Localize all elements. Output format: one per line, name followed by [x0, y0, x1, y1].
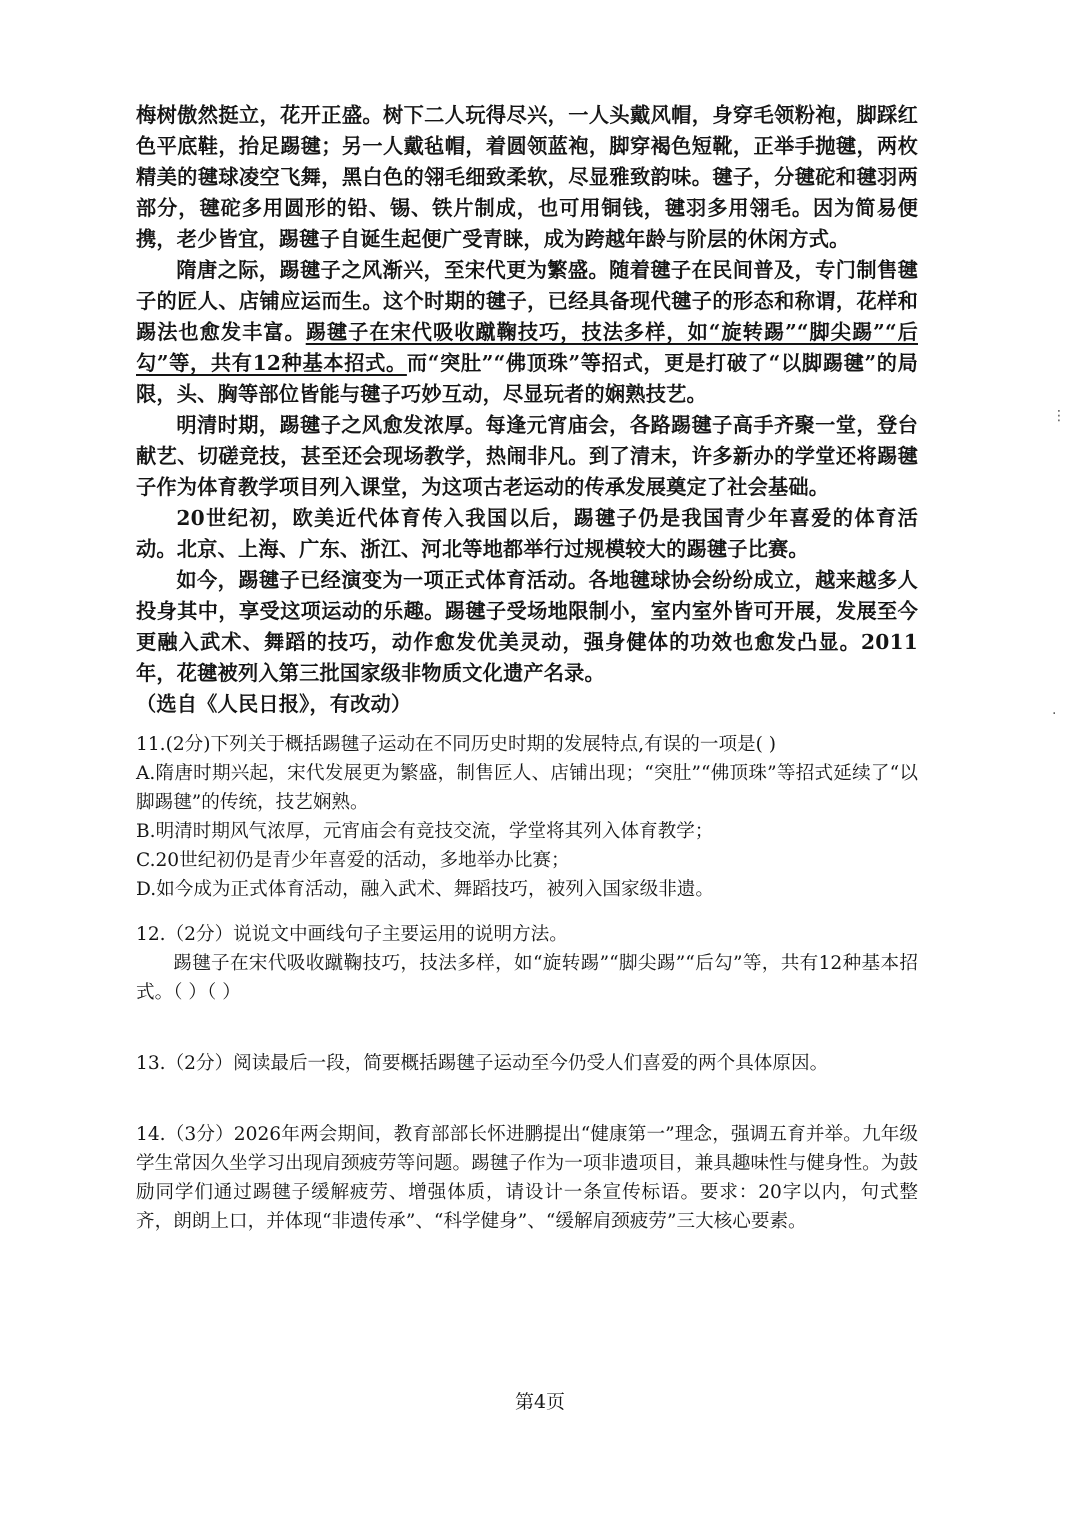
- reading-article: [136, 100, 918, 720]
- paragraph-2-after: 而“突肚”“佛顶珠”等招式，更是打破了“以脚踢毽”的局限，头、胸等部位皆能与毽子巧妙互动，尽显玩者的娴熟技艺。: [136, 351, 918, 406]
- option-d: D.如今成为正式体育活动，融入武术、舞蹈技巧，被列入国家级非遗。: [136, 879, 714, 900]
- paragraph-2-before: 隋唐之际，踢毽子之风渐兴，至宋代更为繁盛。随着毽子在民间普及，专门制售毽子的匠人、店铺应运而生。这个时期的毽子，已经具备现代毽子的形态和称谓，花样和踢法也愈发丰富。: [136, 258, 918, 344]
- question-11-options: [136, 759, 918, 904]
- article-source: （选自《人民日报》，有改动）: [136, 692, 412, 716]
- exam-page: [136, 100, 918, 1236]
- question-13-stem: 13.（2分）阅读最后一段，简要概括踢毽子运动至今仍受人们喜爱的两个具体原因。: [136, 1053, 829, 1074]
- question-11-stem: 11.(2分)下列关于概括踢毽子运动在不同历史时期的发展特点,有误的一项是( ): [136, 734, 777, 755]
- question-12-quote-text: 踢毽子在宋代吸收蹴鞠技巧，技法多样，如“旋转踢”“脚尖踢”“后勾”等，共有12种基本招式。（ ）（ ）: [136, 953, 918, 1003]
- article-paragraph-5: 如今，踢毽子已经演变为一项正式体育活动。各地毽球协会纷纷成立，越来越多人投身其中，享受这项运动的乐趣。踢毽子受场地限制小，室内室外皆可开展，发展至今更融入武术、舞蹈的技巧，动作愈发优美灵动，强身健体的功效也愈发凸显。2011年，花毽被列入第三批国家级非物质文化遗产名录。: [136, 568, 918, 685]
- question-13: [136, 1049, 918, 1078]
- question-12-quote: [136, 949, 918, 1007]
- option-a: A.隋唐时期兴起，宋代发展更为繁盛，制售匠人、店铺出现；“突肚”“佛顶珠”等招式延续了“以脚踢毽”的传统，技艺娴熟。: [136, 763, 918, 813]
- option-c: C.20世纪初仍是青少年喜爱的活动，多地举办比赛；: [136, 850, 570, 871]
- margin-scan-mark: ·: [1052, 706, 1057, 722]
- underlined-sentence: 踢毽子在宋代吸收蹴鞠技巧，技法多样，如“旋转踢”“脚尖踢”“后勾”等，共有12种基本招式。: [136, 320, 918, 375]
- option-b: B.明清时期风气浓厚，元宵庙会有竞技交流，学堂将其列入体育教学；: [136, 821, 714, 842]
- article-paragraph-2: [136, 255, 918, 410]
- article-paragraph-3: 明清时期，踢毽子之风愈发浓厚。每逢元宵庙会，各路踢毽子高手齐聚一堂，登台献艺、切磋竞技，甚至还会现场教学，热闹非凡。到了清末，许多新办的学堂还将踢毽子作为体育教学项目列入课堂，为这项古老运动的传承发展奠定了社会基础。: [136, 413, 918, 499]
- question-14: [136, 1120, 918, 1236]
- question-12: [136, 920, 918, 1007]
- article-paragraph-4: 20世纪初，欧美近代体育传入我国以后，踢毽子仍是我国青少年喜爱的体育活动。北京、上海、广东、浙江、河北等地都举行过规模较大的踢毽子比赛。: [136, 506, 918, 561]
- page-number: 第4页: [514, 1391, 566, 1413]
- question-11: [136, 730, 918, 904]
- article-paragraph-1: 梅树傲然挺立，花开正盛。树下二人玩得尽兴，一人头戴风帽，身穿毛领粉袍，脚踩红色平底鞋，抬足踢毽；另一人戴毡帽，着圆领蓝袍，脚穿褐色短靴，正举手抛毽，两枚精美的毽球凌空飞舞，黑白色的翎毛细致柔软，尽显雅致韵味。毽子，分毽砣和毽羽两部分，毽砣多用圆形的铅、锡、铁片制成，也可用铜钱，毽羽多用翎毛。因为简易便携，老少皆宜，踢毽子自诞生起便广受青睐，成为跨越年龄与阶层的休闲方式。: [136, 103, 918, 251]
- question-14-stem: 14.（3分）2026年两会期间，教育部部长怀进鹏提出“健康第一”理念，强调五育并举。九年级学生常因久坐学习出现肩颈疲劳等问题。踢毽子作为一项非遗项目，兼具趣味性与健身性。为鼓励同学们通过踢毽子缓解疲劳、增强体质，请设计一条宣传标语。要求：20字以内，句式整齐，朗朗上口，并体现“非遗传承”、“科学健身”、“缓解肩颈疲劳”三大核心要素。: [136, 1124, 918, 1232]
- margin-scan-mark: ⋮: [1052, 408, 1066, 424]
- question-12-stem: 12.（2分）说说文中画线句子主要运用的说明方法。: [136, 924, 568, 945]
